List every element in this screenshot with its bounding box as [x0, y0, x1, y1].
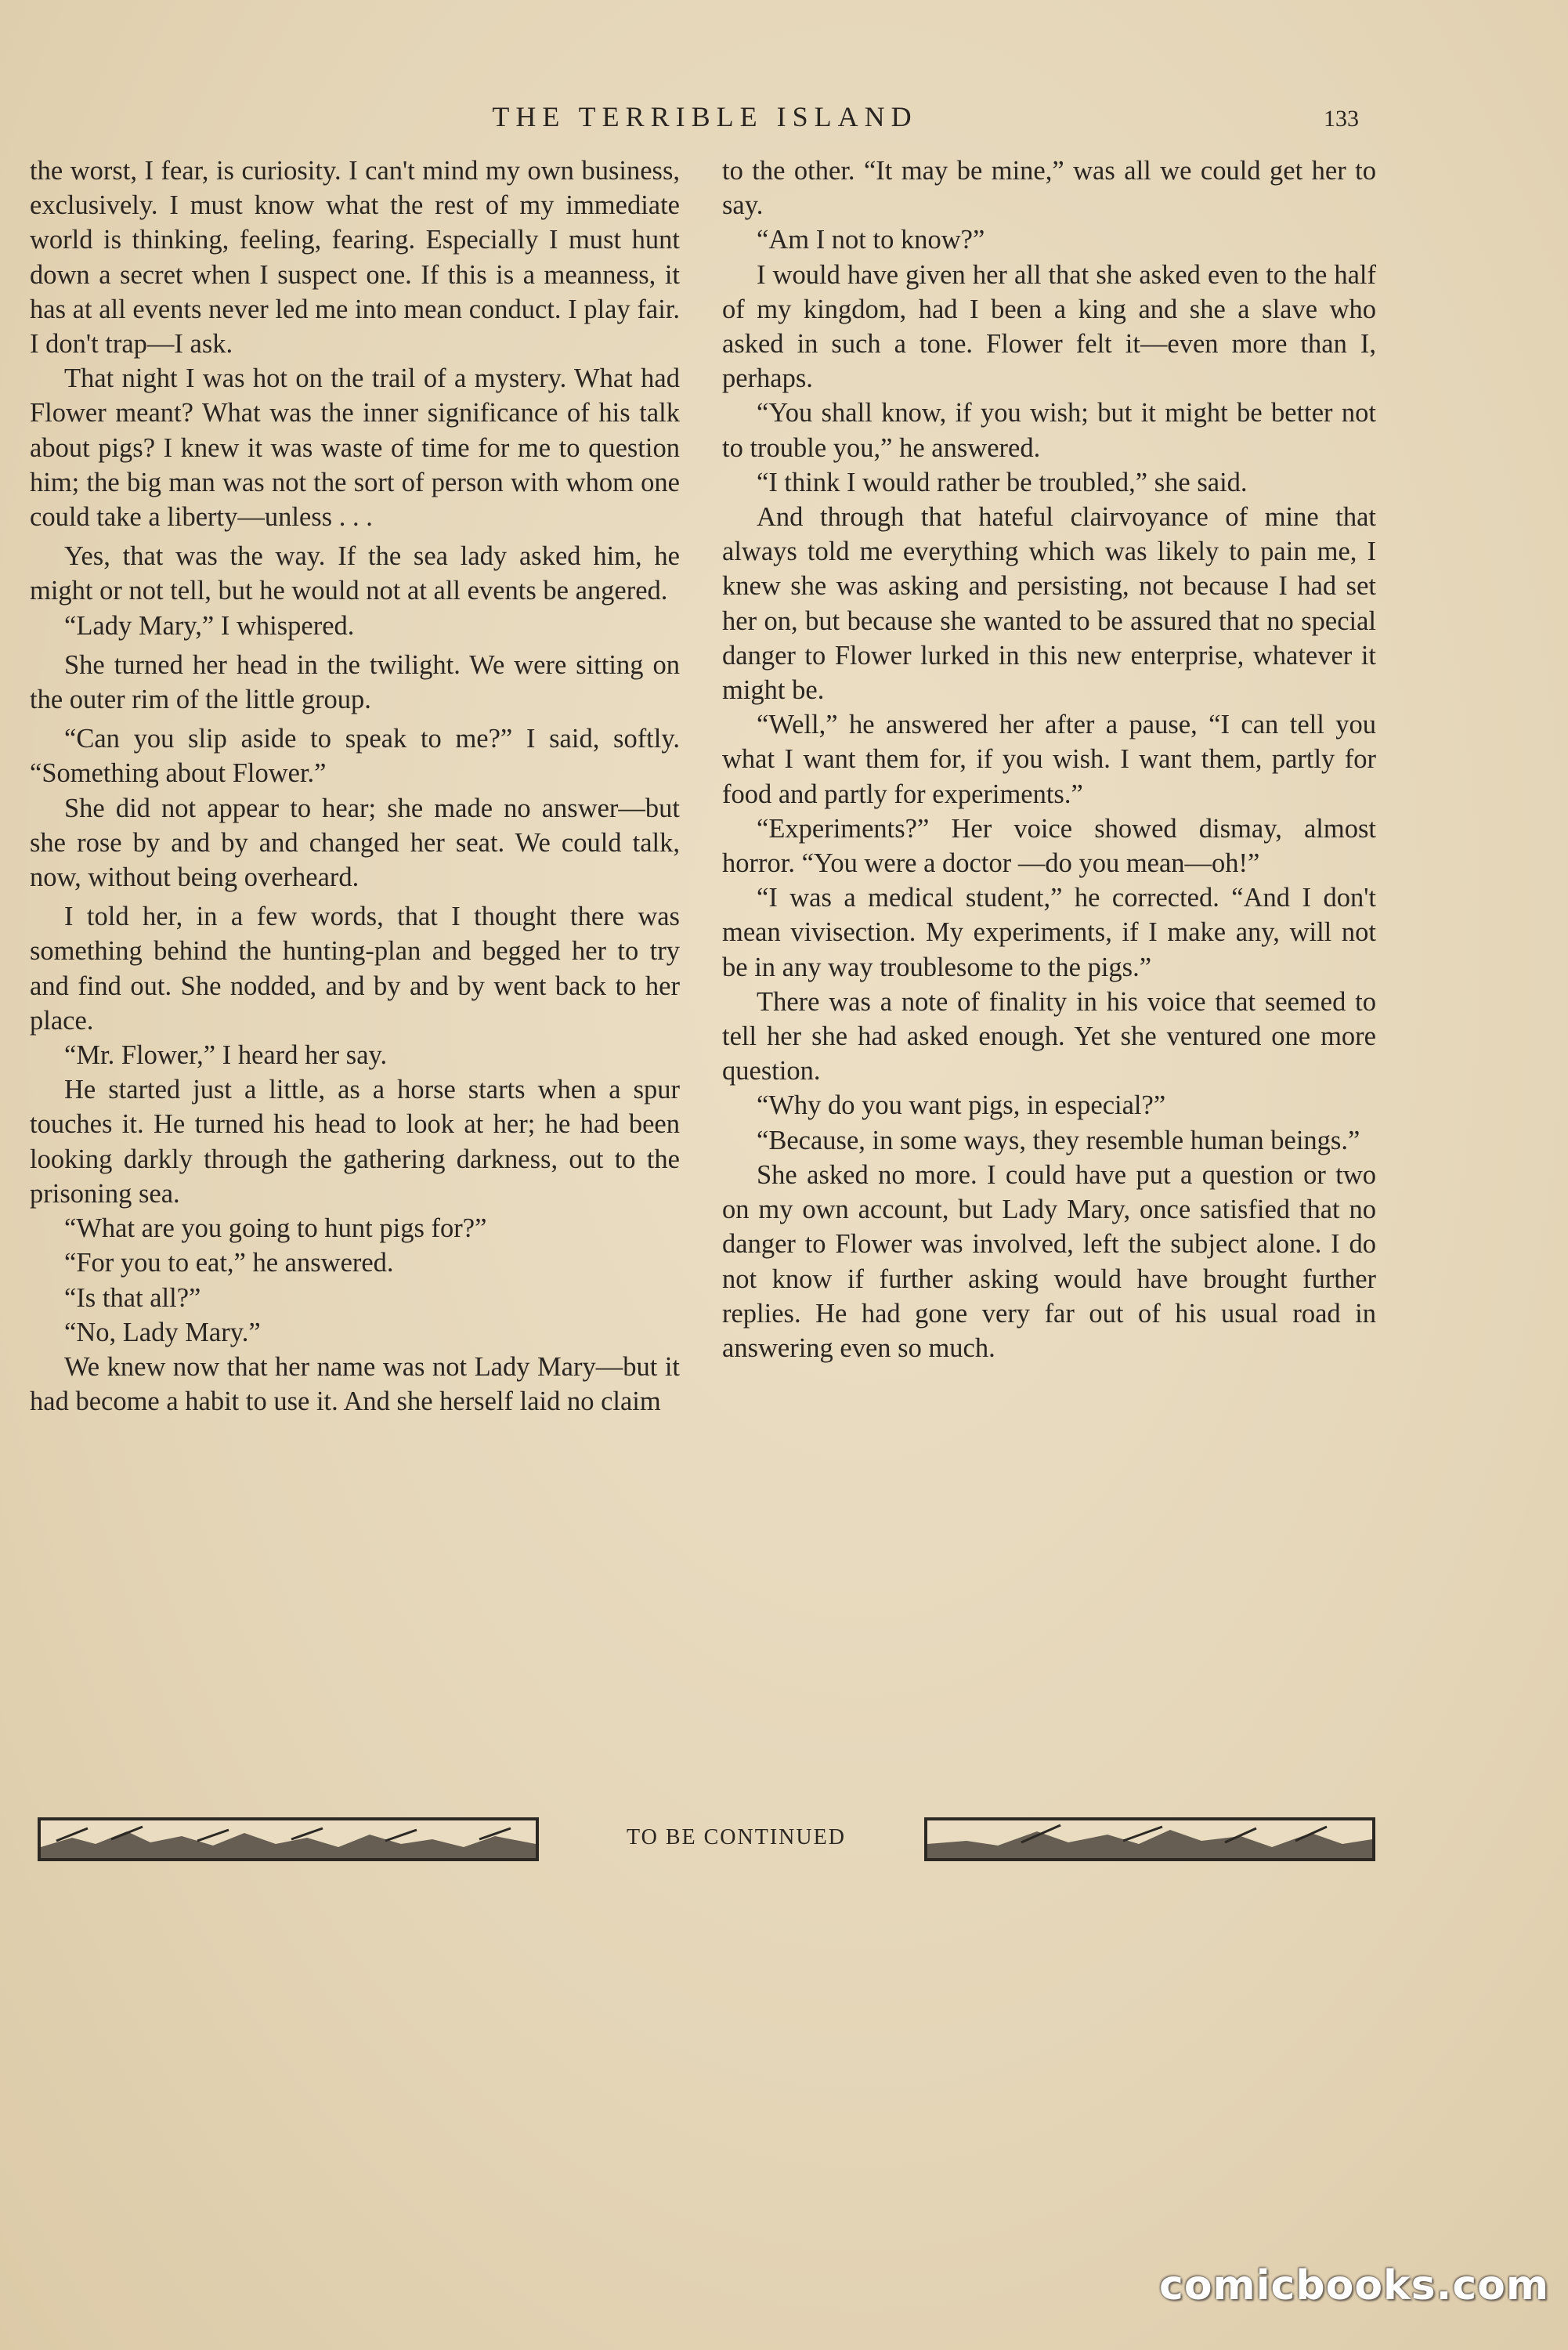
paragraph: “I think I would rather be troubled,” she said.: [757, 467, 1248, 497]
to-be-continued-label: TO BE CONTINUED: [627, 1825, 846, 1849]
running-head-title: THE TERRIBLE ISLAND: [492, 101, 918, 132]
paragraph: She asked no more. I could have put a question or two on my own account, but Lady Mary, once satisfied that no danger to Flower was involved, left the subject alone. I do not know if further asking would have brought further replies. He had gone very far out of his usual road in answering even so much.: [722, 1159, 1376, 1363]
paragraph: “Can you slip aside to speak to me?” I said, softly. “Something about Flower.”: [30, 724, 680, 789]
paragraph: “Why do you want pigs, in especial?”: [757, 1090, 1166, 1121]
paragraph: I told her, in a few words, that I thought there was something behind the hunting-plan and begged her to try and find out. She nodded, and by and by went back to her place.: [30, 902, 680, 1036]
paragraph: “Lady Mary,” I whispered.: [64, 610, 355, 641]
paragraph: She did not appear to hear; she made no answer—but she rose by and by and changed her seat. We could talk, now, without being overheard.: [30, 793, 680, 893]
paragraph: And through that hateful clairvoyance of mine that always told me everything which was likely to pain me, I knew she was asking and persisting, not because I had set her on, but because she wanted to be assured that no special danger to Flower lurked in this new enterprise, whatever it might be.: [722, 502, 1376, 706]
paragraph: Yes, that was the way. If the sea lady asked him, he might or not tell, but he would not at all events be angered.: [30, 541, 680, 606]
paragraph: “No, Lady Mary.”: [64, 1317, 261, 1347]
paragraph: There was a note of finality in his voice that seemed to tell her she had asked enough. Yet she ventured one more question.: [722, 986, 1376, 1086]
footer-ornament-left: [38, 1817, 539, 1861]
paragraph: “Is that all?”: [64, 1282, 201, 1313]
paragraph: “Well,” he answered her after a pause, “I can tell you what I want them for, if you wish. I want them, partly for food and partly for experiments.”: [722, 710, 1376, 809]
site-watermark: comicbooks.com: [1159, 2262, 1550, 2309]
paragraph: He started just a little, as a horse starts when a spur touches it. He turned his head to look at her; he had been looking darkly through the gathering darkness, out to the prisoning sea.: [30, 1075, 680, 1209]
footer-ornament-right: [924, 1817, 1375, 1861]
paragraph: “What are you going to hunt pigs for?”: [64, 1213, 487, 1244]
paragraph: We knew now that her name was not Lady Mary—but it had become a habit to use it. And she herself laid no claim: [30, 1351, 680, 1417]
paragraph: She turned her head in the twilight. We were sitting on the outer rim of the little group.: [30, 649, 680, 715]
paragraph: I would have given her all that she asked even to the half of my kingdom, had I been a king and she a slave who asked in such a tone. Flower felt it—even more than I, perhaps.: [722, 259, 1376, 394]
page-number: 133: [1324, 106, 1359, 132]
paragraph: That night I was hot on the trail of a mystery. What had Flower meant? What was the inner significance of his talk about pigs? I knew it was waste of time for me to question him; the big man was not the sort of person with whom one could take a liberty—unless . . .: [30, 363, 680, 533]
paragraph: the worst, I fear, is curiosity. I can't mind my own business, exclusively. I must know what the rest of my immediate world is thinking, feeling, fearing. Especially I must hunt down a secret when I suspect one. If this is a meanness, it has at all events never led me into mean conduct. I play fair. I don't trap—I ask.: [30, 156, 680, 360]
paragraph: “For you to eat,” he answered.: [64, 1248, 394, 1278]
paragraph: “Mr. Flower,” I heard her say.: [64, 1040, 388, 1071]
paragraph: “Experiments?” Her voice showed dismay, almost horror. “You were a doctor —do you mean—oh!”: [722, 813, 1376, 879]
paragraph: to the other. “It may be mine,” was all we could get her to say.: [722, 156, 1376, 221]
paragraph: “You shall know, if you wish; but it might be better not to trouble you,” he answered.: [722, 398, 1376, 463]
left-column: [30, 154, 680, 1419]
paragraph: “Am I not to know?”: [757, 225, 985, 255]
paragraph: “Because, in some ways, they resemble human beings.”: [757, 1125, 1360, 1155]
right-column: [722, 154, 1376, 1365]
paragraph: “I was a medical student,” he corrected. “And I don't mean vivisection. My experiments, if I make any, will not be in any way troublesome to the pigs.”: [722, 883, 1376, 982]
